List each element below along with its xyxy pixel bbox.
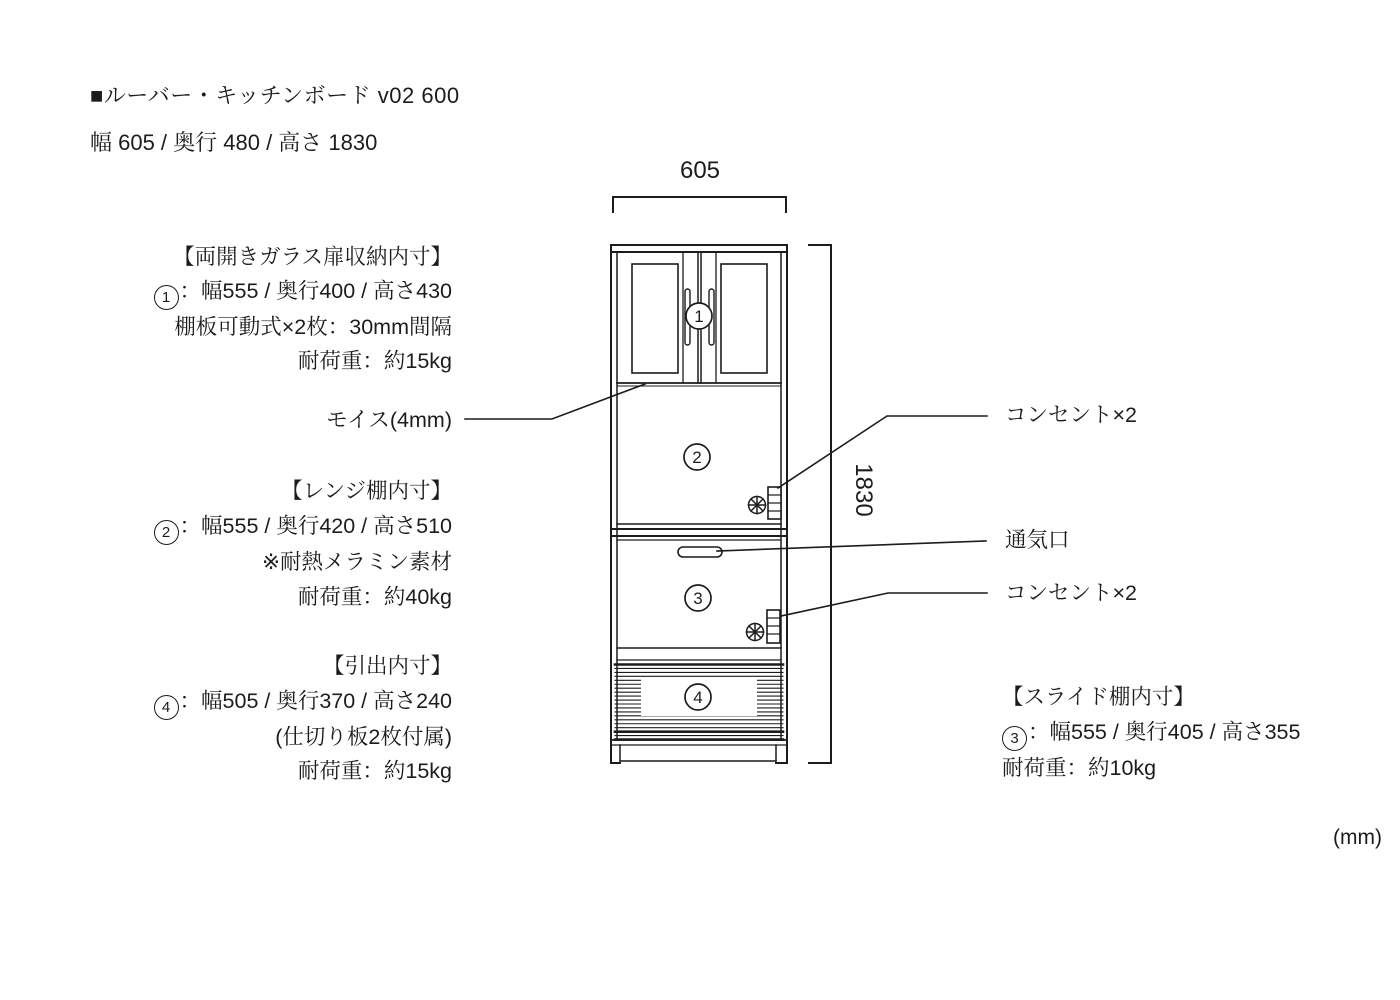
annotation-line: 耐荷重：約15kg xyxy=(297,759,452,783)
height-dimension-bracket xyxy=(809,245,831,763)
circled-number: 4 xyxy=(154,695,179,720)
annotation-line: (仕切り板2枚付属) xyxy=(275,724,452,749)
moisture-board-label xyxy=(326,403,452,437)
circled-number: 1 xyxy=(154,285,179,310)
cabinet-top-board xyxy=(611,245,787,252)
cable-hole-top-icon xyxy=(749,497,766,514)
section-number-2: 2 xyxy=(692,448,702,467)
annotation-line: ※耐熱メラミン素材 xyxy=(261,550,452,574)
annotation-line: モイス(4mm) xyxy=(326,408,452,432)
annotation-line: 1 ：幅555 / 奥行400 / 高さ430 xyxy=(154,274,452,310)
page-title: ■ルーバー・キッチンボード v02 600 xyxy=(90,83,460,108)
leader-lines xyxy=(465,384,987,616)
cable-hole-bottom-icon xyxy=(747,624,764,641)
circled-number: 2 xyxy=(154,520,179,545)
annotation-line: 棚板可動式×2枚：30mm間隔 xyxy=(174,315,452,339)
cabinet-base xyxy=(611,740,787,763)
annotation-line: コンセント×2 xyxy=(1005,581,1138,605)
annotation-line: 【両開きガラス扉収納内寸】 xyxy=(173,245,452,269)
left-glass-pane xyxy=(632,264,678,373)
drawer-spec xyxy=(154,649,452,789)
annotation-line: 4 ：幅505 / 奥行370 / 高さ240 xyxy=(154,684,452,720)
width-dimension-bracket xyxy=(613,197,786,212)
height-dimension-value: 1830 xyxy=(850,463,877,517)
vent-leader xyxy=(717,541,986,551)
section-number-1: 1 xyxy=(694,307,704,326)
overall-dimensions: 幅 605 / 奥行 480 / 高さ 1830 xyxy=(90,130,378,155)
annotation-line: 通気口 xyxy=(1005,528,1070,552)
circled-number: 3 xyxy=(1002,726,1027,751)
annotation-line: 耐荷重：約10kg xyxy=(1002,755,1157,780)
outlet-top-label xyxy=(1005,398,1137,432)
slide-shelf-spec xyxy=(1002,680,1300,785)
outlet-top-leader xyxy=(778,416,987,488)
outlet-bottom-label xyxy=(1005,576,1137,610)
range-shelf-spec xyxy=(154,474,452,615)
outlet-bottom-leader xyxy=(781,593,987,616)
unit-note: (mm) xyxy=(1333,826,1382,849)
section-number-3: 3 xyxy=(693,589,703,608)
annotation-line: 【スライド棚内寸】 xyxy=(1002,685,1195,709)
annotation-line: コンセント×2 xyxy=(1005,403,1138,427)
width-dimension-value: 605 xyxy=(679,157,721,184)
annotation-line: 耐荷重：約15kg xyxy=(297,349,452,373)
right-glass-pane xyxy=(721,264,767,373)
annotation-line: 3 ：幅555 / 奥行405 / 高さ355 xyxy=(1002,715,1300,751)
annotation-line: 2 ：幅555 / 奥行420 / 高さ510 xyxy=(154,509,452,545)
section-number-4: 4 xyxy=(693,688,703,707)
vent-label xyxy=(1005,523,1070,557)
annotation-line: 【レンジ棚内寸】 xyxy=(281,479,452,503)
vent-handle xyxy=(678,547,722,557)
glass-door-storage-spec xyxy=(154,240,452,378)
moisture-board-leader xyxy=(465,384,645,419)
range-shelf-section xyxy=(611,487,787,536)
annotation-line: 耐荷重：約40kg xyxy=(297,585,452,609)
annotation-line: 【引出内寸】 xyxy=(322,654,452,678)
